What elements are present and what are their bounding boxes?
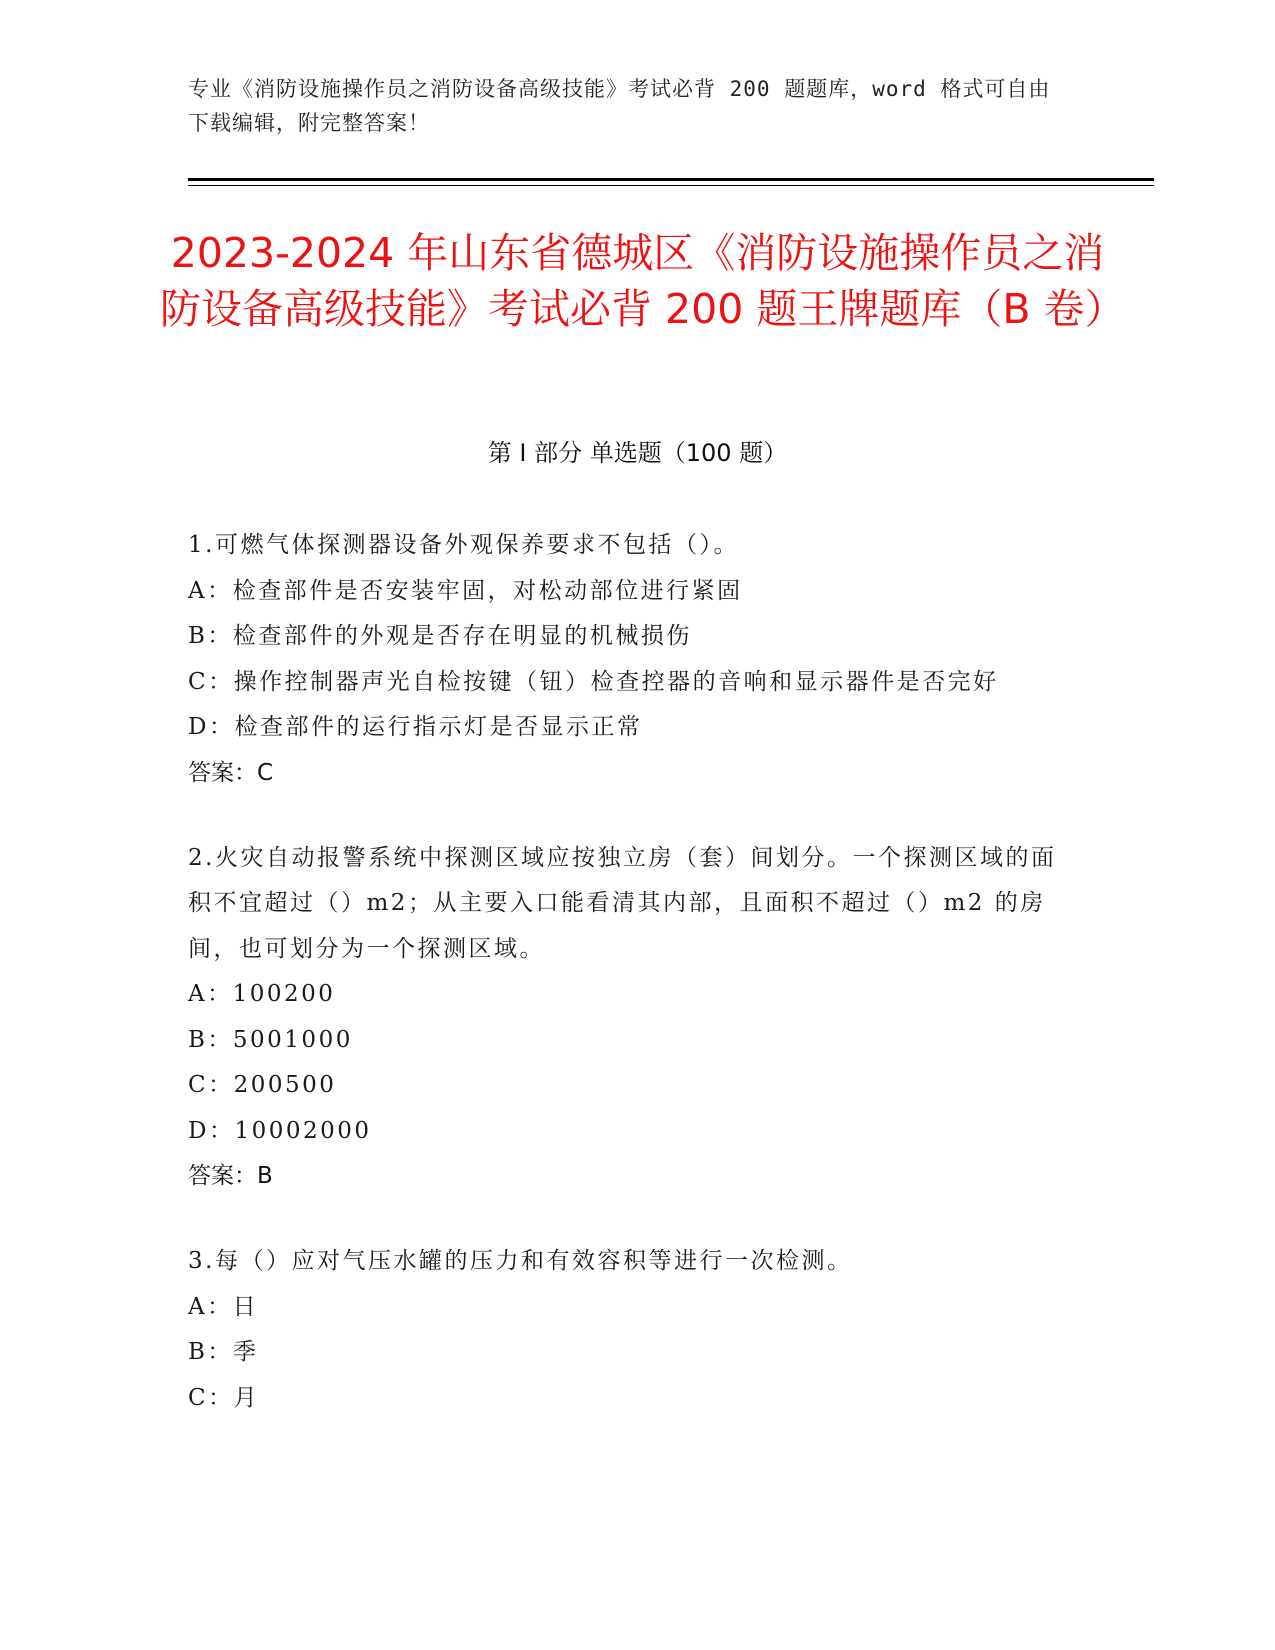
question-1 bbox=[188, 523, 1068, 796]
section-heading: 第 I 部分 单选题（100 题） bbox=[487, 439, 788, 467]
option-a: A：日 bbox=[188, 1293, 259, 1320]
question-stem: 1.可燃气体探测器设备外观保养要求不包括（）。 bbox=[188, 532, 739, 558]
option-d: D：检查部件的运行指示灯是否显示正常 bbox=[188, 714, 643, 740]
question-list bbox=[188, 523, 1068, 1461]
option-b: B：季 bbox=[188, 1339, 259, 1365]
header-divider-thick bbox=[188, 178, 1154, 181]
option-a: A：100200 bbox=[188, 981, 336, 1007]
option-a: A：检查部件是否安装牢固，对松动部位进行紧固 bbox=[188, 577, 743, 604]
question-2 bbox=[188, 836, 1068, 1200]
option-d: D：10002000 bbox=[188, 1117, 372, 1144]
question-3 bbox=[188, 1239, 1068, 1421]
question-stem: 3.每（）应对气压水罐的压力和有效容积等进行一次检测。 bbox=[188, 1248, 853, 1274]
option-b: B：检查部件的外观是否存在明显的机械损伤 bbox=[188, 623, 692, 649]
question-stem: 2.火灾自动报警系统中探测区域应按独立房（套）间划分。一个探测区域的面积不宜超过（）m2；从主要入口能看清其内部，且面积不超过（）m2 的房间，也可划分为一个探测区域。 bbox=[188, 844, 1057, 962]
answer: 答案：B bbox=[188, 1163, 273, 1189]
answer: 答案：C bbox=[188, 759, 274, 786]
document-title: 2023-2024 年山东省德城区《消防设施操作员之消防设备高级技能》考试必背 200 题王牌题库（B 卷） bbox=[160, 229, 1126, 333]
header-note: 专业《消防设施操作员之消防设备高级技能》考试必背 200 题题库，word 格式可自由下载编辑，附完整答案！ bbox=[188, 77, 1051, 135]
option-c: C：200500 bbox=[188, 1072, 337, 1098]
option-b: B：5001000 bbox=[188, 1026, 353, 1053]
option-c: C：操作控制器声光自检按键（钮）检查控器的音响和显示器件是否完好 bbox=[188, 668, 999, 695]
header-divider-thin bbox=[188, 185, 1154, 186]
option-c: C：月 bbox=[188, 1384, 260, 1411]
